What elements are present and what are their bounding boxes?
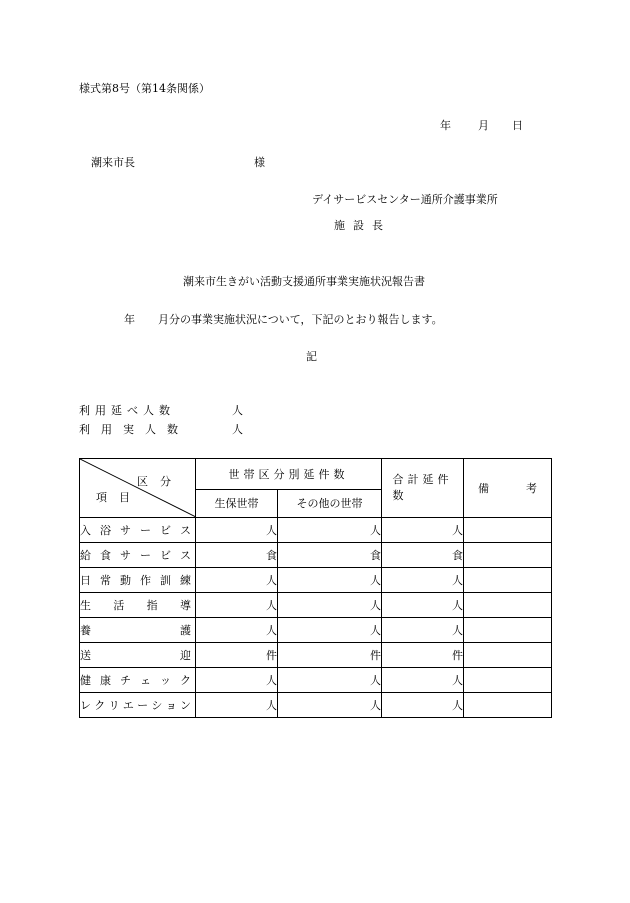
summary-total-label: 利用延べ人数: [79, 404, 175, 417]
report-table: [79, 458, 552, 718]
date-year-label: 年: [440, 119, 451, 132]
row-unit-total: 食: [382, 543, 464, 568]
table-row: [80, 693, 552, 718]
row-unit-other: 件: [278, 643, 382, 668]
row-item: 入 浴 サ ー ビ ス: [80, 518, 196, 543]
row-item: 生 活 指 導: [80, 593, 196, 618]
date-day-label: 日: [512, 119, 523, 132]
row-remarks: [464, 568, 552, 593]
row-unit-total: 人: [382, 568, 464, 593]
row-unit-other: 人: [278, 593, 382, 618]
table-row: [80, 643, 552, 668]
header-total: 合計延件数: [382, 459, 464, 518]
header-diagonal-cell: [80, 459, 196, 518]
row-unit-other: 人: [278, 568, 382, 593]
row-unit-seiho: 人: [196, 518, 278, 543]
row-remarks: [464, 618, 552, 643]
row-unit-seiho: 人: [196, 668, 278, 693]
row-unit-other: 食: [278, 543, 382, 568]
row-unit-other: 人: [278, 693, 382, 718]
row-unit-seiho: 件: [196, 643, 278, 668]
row-unit-other: 人: [278, 668, 382, 693]
row-remarks: [464, 668, 552, 693]
header-col1: 生保世帯: [196, 489, 278, 517]
row-remarks: [464, 543, 552, 568]
row-item: 健 康 チ ェ ッ ク: [80, 668, 196, 693]
row-unit-seiho: 人: [196, 693, 278, 718]
table-row: [80, 618, 552, 643]
row-remarks: [464, 643, 552, 668]
row-remarks: [464, 593, 552, 618]
row-unit-total: 人: [382, 618, 464, 643]
row-unit-seiho: 人: [196, 618, 278, 643]
intro-year-label: 年: [124, 313, 135, 326]
row-item: レ ク リ エ ー シ ョ ン: [80, 693, 196, 718]
row-unit-other: 人: [278, 618, 382, 643]
row-unit-total: 人: [382, 593, 464, 618]
addressee-name: 潮来市長: [91, 156, 135, 169]
ki-label: 記: [306, 350, 317, 363]
row-item: 日 常 動 作 訓 練: [80, 568, 196, 593]
intro-text: 月分の事業実施状況について，下記のとおり報告します。: [158, 313, 443, 326]
table-row: [80, 668, 552, 693]
summary-actual-unit: 人: [232, 423, 243, 436]
form-number: 様式第8号（第14条関係）: [79, 82, 210, 95]
header-group: 世帯区分別延件数: [196, 459, 382, 490]
addressee-honorific: 様: [254, 156, 265, 169]
row-unit-total: 人: [382, 668, 464, 693]
table-row: [80, 568, 552, 593]
header-koumoku: 項目: [96, 491, 142, 504]
row-unit-seiho: 食: [196, 543, 278, 568]
header-remarks: 備 考: [464, 459, 552, 518]
document-title: 潮来市生きがい活動支援通所事業実施状況報告書: [183, 275, 425, 288]
sender-title: 施設長: [334, 219, 391, 232]
summary-actual-label: 利用実人数: [79, 423, 189, 436]
row-remarks: [464, 693, 552, 718]
summary-total-unit: 人: [232, 404, 243, 417]
sender-org: デイサービスセンター通所介護事業所: [312, 193, 498, 206]
header-kubun: 区分: [137, 475, 183, 488]
row-unit-total: 人: [382, 693, 464, 718]
row-unit-total: 人: [382, 518, 464, 543]
row-unit-seiho: 人: [196, 568, 278, 593]
row-remarks: [464, 518, 552, 543]
row-unit-other: 人: [278, 518, 382, 543]
row-item: 養 護: [80, 618, 196, 643]
date-month-label: 月: [478, 119, 489, 132]
row-item: 送 迎: [80, 643, 196, 668]
table-row: [80, 543, 552, 568]
row-unit-total: 件: [382, 643, 464, 668]
table-row: [80, 593, 552, 618]
row-unit-seiho: 人: [196, 593, 278, 618]
table-row: [80, 518, 552, 543]
row-item: 給 食 サ ー ビ ス: [80, 543, 196, 568]
header-col2: その他の世帯: [278, 489, 382, 517]
